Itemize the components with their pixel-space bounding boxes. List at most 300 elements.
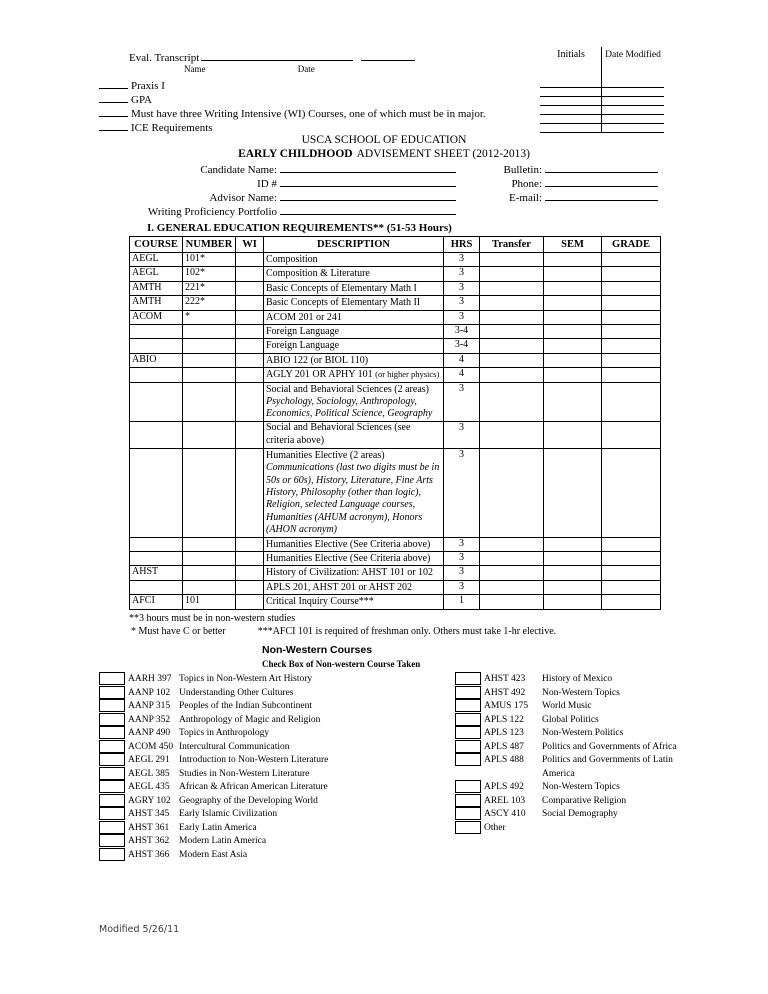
cell-course — [130, 339, 183, 353]
cell-transfer — [480, 551, 544, 565]
table-row — [130, 296, 661, 310]
course-title: Comparative Religion — [542, 795, 627, 806]
initials-blank-row — [540, 97, 664, 106]
cell-number — [183, 566, 236, 580]
cell-transfer — [480, 281, 544, 295]
cell-wi — [236, 382, 264, 421]
cell-wi — [236, 368, 264, 382]
cell-hrs: 3-4 — [444, 325, 480, 339]
non-western-checkbox[interactable] — [99, 753, 125, 766]
table-row — [130, 353, 661, 367]
non-western-checkbox[interactable] — [99, 821, 125, 834]
non-western-checkbox[interactable] — [99, 834, 125, 847]
note-nonwestern-hours: **3 hours must be in non-western studies — [129, 612, 296, 624]
course-code: AEGL 385 — [128, 768, 170, 779]
non-western-title: Non-Western Courses — [262, 643, 373, 656]
course-code: AANP 102 — [128, 687, 171, 698]
date-sublabel: Date — [297, 64, 315, 74]
modified-date-note: Modified 5/26/11 — [99, 924, 180, 935]
course-code: APLS 123 — [484, 728, 524, 739]
non-western-course-row — [455, 713, 755, 727]
cell-wi — [236, 310, 264, 324]
description-text: Humanities Elective (See Criteria above) — [266, 538, 431, 550]
non-western-checkbox[interactable] — [99, 686, 125, 699]
general-education-table — [129, 236, 661, 610]
non-western-checkbox[interactable] — [99, 848, 125, 861]
cell-course: AMTH — [130, 281, 183, 295]
eval-transcript-line — [129, 50, 415, 64]
non-western-checkbox[interactable] — [99, 794, 125, 807]
course-code: APLS 122 — [484, 714, 524, 725]
cell-hrs: 3 — [444, 382, 480, 421]
cell-number — [183, 325, 236, 339]
non-western-course-row — [99, 794, 399, 808]
initials-blank-row — [540, 124, 664, 133]
cell-course — [130, 537, 183, 551]
cell-description — [264, 253, 444, 267]
course-title: Peoples of the Indian Subcontinent — [179, 701, 312, 712]
cell-grade — [602, 551, 661, 565]
course-title: Politics and Governments of Latin — [542, 755, 673, 766]
cell-hrs: 3 — [444, 253, 480, 267]
field-label-left: Advisor Name: — [209, 192, 277, 204]
cell-description — [264, 566, 444, 580]
description-text: Composition & Literature — [266, 268, 370, 280]
table-row — [130, 566, 661, 580]
cell-grade — [602, 339, 661, 353]
description-text: Composition — [266, 254, 318, 265]
non-western-checkbox[interactable] — [455, 672, 481, 685]
date-modified-blank-cell — [602, 88, 664, 97]
field-label-left: ID # — [257, 178, 277, 190]
cell-description — [264, 325, 444, 339]
cell-transfer — [480, 339, 544, 353]
cell-sem — [544, 421, 602, 448]
column-header-number: NUMBER — [183, 237, 236, 253]
cell-transfer — [480, 580, 544, 594]
non-western-course-row — [99, 835, 399, 849]
cell-transfer — [480, 296, 544, 310]
review-item — [99, 106, 486, 120]
review-item-blank — [99, 78, 128, 89]
cell-sem — [544, 339, 602, 353]
course-title: Non-Western Politics — [542, 728, 624, 739]
non-western-course-row — [99, 781, 399, 795]
cell-sem — [544, 566, 602, 580]
table-row — [130, 310, 661, 324]
review-item — [99, 78, 486, 92]
cell-wi — [236, 595, 264, 609]
table-row — [130, 448, 661, 537]
course-code: AANP 315 — [128, 701, 171, 712]
cell-course — [130, 325, 183, 339]
non-western-checkbox[interactable] — [455, 780, 481, 793]
table-row — [130, 368, 661, 382]
initials-blank-cell — [540, 88, 602, 97]
table-row — [130, 382, 661, 421]
description-text: Basic Concepts of Elementary Math I — [266, 282, 417, 294]
cell-grade — [602, 537, 661, 551]
cell-grade — [602, 448, 661, 537]
non-western-course-lists — [0, 673, 768, 862]
cell-grade — [602, 368, 661, 382]
cell-wi — [236, 421, 264, 448]
course-title: Non-Western Topics — [542, 687, 620, 698]
non-western-checkbox[interactable] — [99, 726, 125, 739]
table-row — [130, 267, 661, 281]
course-title: Politics and Governments of Africa — [542, 741, 677, 752]
non-western-checkbox[interactable] — [455, 821, 481, 834]
field-blank-right — [545, 190, 658, 201]
review-item-label: Must have three Writing Intensive (WI) Courses, one of which must be in major. — [131, 108, 486, 120]
cell-transfer — [480, 566, 544, 580]
non-western-checkbox[interactable] — [455, 740, 481, 753]
field-label-right: E-mail: — [509, 192, 542, 204]
cell-number — [183, 368, 236, 382]
program-subtitle: ADVISEMENT SHEET (2012-2013) — [356, 148, 530, 160]
cell-course — [130, 580, 183, 594]
non-western-course-row — [99, 673, 399, 687]
initials-blank-cell — [540, 79, 602, 88]
course-title: Geography of the Developing World — [179, 795, 318, 806]
cell-transfer — [480, 325, 544, 339]
non-western-checkbox[interactable] — [455, 713, 481, 726]
course-code: AHST 366 — [128, 849, 170, 860]
review-item-blank — [99, 92, 128, 103]
table-row — [130, 537, 661, 551]
cell-number: * — [183, 310, 236, 324]
description-text: Basic Concepts of Elementary Math II — [266, 297, 421, 309]
cell-sem — [544, 267, 602, 281]
review-item-blank — [99, 120, 128, 131]
non-western-course-row — [99, 848, 399, 862]
cell-transfer — [480, 310, 544, 324]
cell-number — [183, 353, 236, 367]
field-blank-left — [280, 190, 456, 201]
cell-sem — [544, 368, 602, 382]
cell-hrs: 3 — [444, 551, 480, 565]
cell-course — [130, 448, 183, 537]
review-item-label: ICE Requirements — [131, 122, 213, 134]
initials-blank-cell — [540, 106, 602, 115]
cell-grade — [602, 267, 661, 281]
cell-wi — [236, 448, 264, 537]
non-western-checkbox[interactable] — [455, 726, 481, 739]
non-western-checkbox[interactable] — [455, 699, 481, 712]
field-blank-right — [545, 162, 658, 173]
cell-transfer — [480, 253, 544, 267]
field-blank-right — [545, 176, 658, 187]
course-code: APLS 488 — [484, 755, 524, 766]
note-afci: ***AFCI 101 is required of freshman only. Others must take 1-hr elective. — [257, 625, 557, 637]
cell-sem — [544, 296, 602, 310]
non-western-course-row — [455, 673, 755, 687]
cell-sem — [544, 537, 602, 551]
non-western-course-row — [99, 821, 399, 835]
cell-number: 101* — [183, 253, 236, 267]
cell-hrs: 3 — [444, 281, 480, 295]
course-code: AHST 345 — [128, 809, 170, 820]
initials-blank-row — [540, 115, 664, 124]
course-title: Social Demography — [542, 809, 618, 820]
gen-ed-section-title: I. GENERAL EDUCATION REQUIREMENTS** (51-53 Hours) — [147, 222, 452, 234]
description-text: Humanities Elective (2 areas) — [266, 449, 385, 461]
cell-wi — [236, 580, 264, 594]
cell-wi — [236, 566, 264, 580]
non-western-checkbox[interactable] — [455, 807, 481, 820]
table-row — [130, 281, 661, 295]
cell-wi — [236, 281, 264, 295]
cell-grade — [602, 253, 661, 267]
identity-field-row — [0, 162, 768, 176]
cell-wi — [236, 296, 264, 310]
non-western-course-row — [99, 686, 399, 700]
eval-sublabels — [129, 64, 415, 75]
non-western-checkbox[interactable] — [99, 699, 125, 712]
column-header-description: DESCRIPTION — [264, 237, 444, 253]
non-western-course-row — [455, 781, 755, 795]
non-western-course-row — [99, 808, 399, 822]
cell-description — [264, 339, 444, 353]
course-code: AREL 103 — [484, 795, 526, 806]
cell-transfer — [480, 448, 544, 537]
non-western-course-row — [455, 767, 755, 781]
course-title: African & African American Literature — [179, 782, 328, 793]
initials-column-header: Initials — [557, 49, 585, 60]
cell-description — [264, 448, 444, 537]
cell-grade — [602, 595, 661, 609]
column-header-hrs: HRS — [444, 237, 480, 253]
cell-description — [264, 382, 444, 421]
cell-grade — [602, 421, 661, 448]
course-code: AMUS 175 — [484, 701, 529, 712]
column-header-course: COURSE — [130, 237, 183, 253]
table-row — [130, 253, 661, 267]
column-header-grade: GRADE — [602, 237, 661, 253]
cell-description — [264, 368, 444, 382]
cell-number: 102* — [183, 267, 236, 281]
cell-hrs: 3 — [444, 310, 480, 324]
course-code: Other — [484, 822, 506, 833]
cell-description — [264, 267, 444, 281]
course-code: APLS 487 — [484, 741, 524, 752]
initials-blank-row — [540, 106, 664, 115]
course-title: Understanding Other Cultures — [179, 687, 294, 698]
cell-wi — [236, 537, 264, 551]
date-modified-blank-cell — [602, 115, 664, 124]
date-modified-blank-cell — [602, 124, 664, 133]
course-title: Non-Western Topics — [542, 782, 620, 793]
non-western-course-row — [99, 754, 399, 768]
non-western-course-row — [455, 727, 755, 741]
review-item-blank — [99, 106, 128, 117]
review-item-label: Praxis I — [131, 80, 165, 92]
course-title: History of Mexico — [542, 674, 613, 685]
initials-table-rows — [540, 79, 664, 133]
description-text: ABIO 122 (or BIOL 110) — [266, 354, 369, 366]
description-text: AGLY 201 OR APHY 101 — [266, 369, 376, 381]
writing-portfolio-blank — [280, 204, 456, 215]
cell-course — [130, 421, 183, 448]
table-row — [130, 421, 661, 448]
cell-number — [183, 382, 236, 421]
notes-row — [131, 625, 768, 638]
non-western-checkbox[interactable] — [455, 753, 481, 766]
cell-wi — [236, 551, 264, 565]
table-row — [130, 580, 661, 594]
description-text: Critical Inquiry Course*** — [266, 596, 374, 608]
course-title: Anthropology of Magic and Religion — [179, 714, 321, 725]
cell-grade — [602, 353, 661, 367]
cell-number — [183, 421, 236, 448]
cell-description — [264, 296, 444, 310]
writing-portfolio-label: Writing Proficiency Portfolio — [147, 206, 277, 218]
cell-sem — [544, 353, 602, 367]
cell-transfer — [480, 267, 544, 281]
cell-number: 222* — [183, 296, 236, 310]
cell-wi — [236, 353, 264, 367]
description-text: Humanities Elective (See Criteria above) — [266, 552, 431, 564]
course-code: AANP 490 — [128, 728, 171, 739]
cell-number — [183, 551, 236, 565]
course-code: AHST 361 — [128, 822, 170, 833]
course-title: Early Latin America — [179, 822, 257, 833]
non-western-checkbox[interactable] — [99, 672, 125, 685]
eval-transcript-label: Eval. Transcript — [129, 52, 200, 64]
cell-transfer — [480, 421, 544, 448]
non-western-checkbox[interactable] — [99, 767, 125, 780]
cell-hrs: 3 — [444, 580, 480, 594]
cell-description — [264, 580, 444, 594]
cell-sem — [544, 448, 602, 537]
non-western-checkbox[interactable] — [99, 713, 125, 726]
cell-wi — [236, 253, 264, 267]
cell-description — [264, 310, 444, 324]
non-western-course-row — [99, 740, 399, 754]
cell-hrs: 3 — [444, 296, 480, 310]
cell-number — [183, 339, 236, 353]
non-western-course-row — [455, 808, 755, 822]
cell-course — [130, 382, 183, 421]
course-code: APLS 492 — [484, 782, 524, 793]
non-western-course-row — [455, 740, 755, 754]
initials-table — [540, 47, 664, 133]
cell-number: 221* — [183, 281, 236, 295]
course-title: Studies in Non-Western Literature — [179, 768, 310, 779]
column-header-transfer: Transfer — [480, 237, 544, 253]
course-code: AGRY 102 — [128, 795, 171, 806]
initials-blank-row — [540, 88, 664, 97]
course-code: AHST 423 — [484, 674, 526, 685]
course-code: ASCY 410 — [484, 809, 526, 820]
eval-transcript-block — [129, 50, 415, 75]
identity-field-row — [0, 176, 768, 190]
non-western-left-column — [99, 673, 399, 862]
description-text: ACOM 201 or 241 — [266, 311, 342, 323]
non-western-course-row — [99, 700, 399, 714]
school-title: USCA SCHOOL OF EDUCATION — [301, 134, 467, 146]
course-title: America — [542, 768, 575, 779]
cell-transfer — [480, 595, 544, 609]
cell-transfer — [480, 368, 544, 382]
non-western-checkbox[interactable] — [99, 807, 125, 820]
cell-hrs: 1 — [444, 595, 480, 609]
review-item — [99, 92, 486, 106]
cell-sem — [544, 551, 602, 565]
non-western-checkbox[interactable] — [99, 740, 125, 753]
description-small-text: (or higher physics) — [375, 369, 440, 380]
cell-sem — [544, 253, 602, 267]
non-western-checkbox[interactable] — [99, 780, 125, 793]
identity-field-row — [0, 190, 768, 204]
cell-number — [183, 580, 236, 594]
description-text: Social and Behavioral Sciences (see criteria above) — [266, 421, 411, 447]
cell-grade — [602, 281, 661, 295]
initials-blank-row — [540, 79, 664, 88]
non-western-course-row — [99, 713, 399, 727]
program-name: EARLY CHILDHOOD — [238, 148, 353, 160]
course-title: Topics in Anthropology — [179, 728, 270, 739]
description-italic-text: Communications (last two digits must be in 50s or 60s), History, Literature, Fine Arts History, Philosophy (other than logic), Religion, selected Language courses, Humanities (AHUM acronym), Honors (AHON acronym) — [266, 462, 440, 536]
cell-number: 101 — [183, 595, 236, 609]
cell-description — [264, 537, 444, 551]
cell-description — [264, 353, 444, 367]
non-western-checkbox[interactable] — [455, 686, 481, 699]
field-blank-left — [280, 176, 456, 187]
cell-hrs: 3 — [444, 537, 480, 551]
eval-name-blank — [201, 50, 353, 61]
note-grade-requirement: * Must have C or better — [131, 625, 226, 637]
description-text: Foreign Language — [266, 340, 340, 352]
course-code: AARH 397 — [128, 674, 172, 685]
cell-sem — [544, 325, 602, 339]
table-row — [130, 595, 661, 609]
cell-course: ABIO — [130, 353, 183, 367]
cell-course: ACOM — [130, 310, 183, 324]
initials-blank-cell — [540, 124, 602, 133]
non-western-course-row — [455, 821, 755, 835]
cell-course: AHST — [130, 566, 183, 580]
description-text: History of Civilization: AHST 101 or 102 — [266, 567, 434, 579]
non-western-checkbox[interactable] — [455, 794, 481, 807]
main-content — [0, 133, 768, 862]
cell-course: AEGL — [130, 267, 183, 281]
cell-description — [264, 551, 444, 565]
description-text: Foreign Language — [266, 326, 340, 338]
cell-hrs: 4 — [444, 368, 480, 382]
program-title — [0, 147, 768, 162]
eval-date-blank — [361, 50, 415, 61]
course-title: Early Islamic Civilization — [179, 809, 278, 820]
cell-description — [264, 595, 444, 609]
course-code: AANP 352 — [128, 714, 171, 725]
field-label-right: Phone: — [511, 178, 542, 190]
initials-table-header — [540, 47, 664, 63]
cell-hrs: 3 — [444, 421, 480, 448]
review-item — [99, 120, 486, 134]
cell-transfer — [480, 353, 544, 367]
non-western-course-row — [455, 794, 755, 808]
course-code: AEGL 435 — [128, 782, 170, 793]
non-western-course-row — [99, 727, 399, 741]
cell-grade — [602, 325, 661, 339]
cell-grade — [602, 566, 661, 580]
table-header-row — [130, 237, 661, 253]
date-modified-blank-cell — [602, 79, 664, 88]
non-western-course-row — [99, 767, 399, 781]
cell-number — [183, 448, 236, 537]
non-western-course-row — [455, 754, 755, 768]
